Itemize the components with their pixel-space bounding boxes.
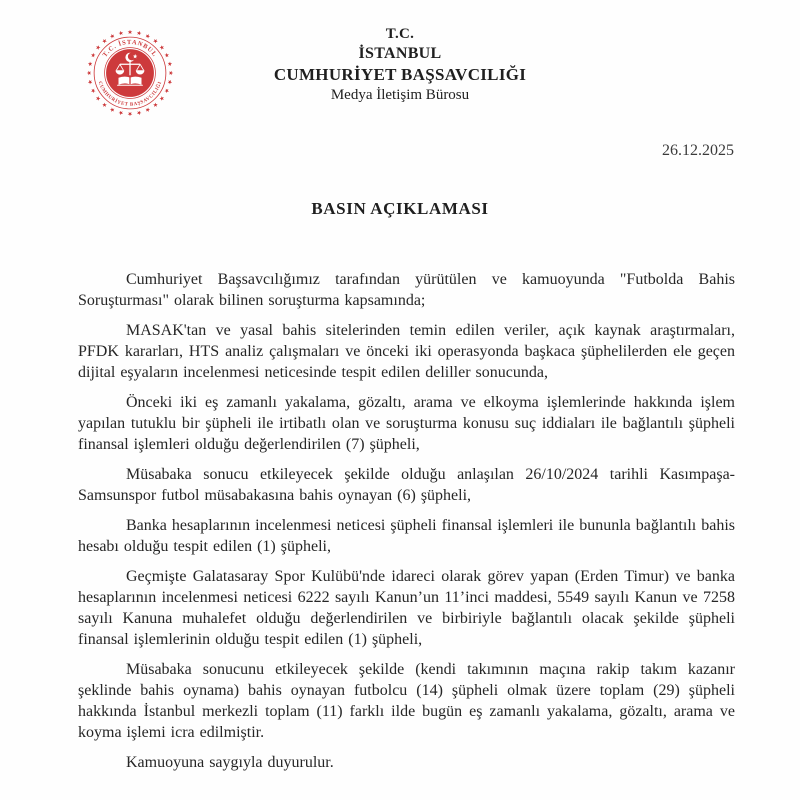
paragraph: Banka hesaplarının incelenmesi neticesi şüpheli finansal işlemleri ile bununla bağlantılı bahis hesabı olduğu tespit edilen (1) şüpheli,: [78, 517, 735, 555]
letterhead-tc: T.C.: [385, 26, 415, 42]
seal-ring-text-top: T.C. İSTANBUL: [101, 38, 159, 59]
paragraph: Cumhuriyet Başsavcılığımız tarafından yürütülen ve kamuoyunda "Futbolda Bahis Soruşturması" olarak bilinen soruşturma kapsamında;: [78, 271, 735, 309]
letterhead-city: İSTANBUL: [358, 45, 442, 62]
letterhead-bureau: Medya İletişim Bürosu: [330, 87, 470, 103]
seal-ring-text-bottom: CUMHURİYET BAŞSAVCILIĞI: [96, 80, 164, 108]
paragraph: MASAK'tan ve yasal bahis sitelerinden temin edilen veriler, açık kaynak araştırmaları, PFDK kararları, HTS analiz çalışmaları ve önceki iki operasyonda başkaca şüphelilerden ele geçen dijital eşyaların incelenmesi neticesinde tespit edilen deliller sonucunda,: [78, 322, 735, 381]
document-date: 26.12.2025: [662, 142, 734, 159]
paragraph: Müsabaka sonucunu etkileyecek şekilde (kendi takımının maçına rakip takım kazanır şeklinde bahis oynama) bahis oynayan futbolcu (14) şüpheli olmak üzere toplam (29) şüpheli hakkında İstanbul merkezli toplam (11) farklı ilde bugün eş zamanlı yakalama, gözaltı, arama ve koyma işlemi icra edilmiştir.: [78, 661, 735, 741]
document-body: [0, 269, 800, 773]
letterhead-office: CUMHURİYET BAŞSAVCILIĞI: [273, 65, 527, 84]
paragraph: Önceki iki eş zamanlı yakalama, gözaltı, arama ve elkoyma işlemlerinde hakkında işlem yapılan tutuklu bir şüpheli ile irtibatlı olan ve soruşturma konusu suç iddiaları ile bağlantılı şüpheli finansal işlemleri olduğu değerlendirilen (7) şüpheli,: [78, 394, 735, 453]
paragraph: Müsabaka sonucu etkileyecek şekilde olduğu anlaşılan 26/10/2024 tarihli Kasımpaşa-Samsunspor futbol müsabakasına bahis oynayan (6) şüpheli,: [78, 466, 735, 504]
press-release-title: BASIN AÇIKLAMASI: [311, 199, 489, 218]
prosecutor-office-seal-icon: [84, 27, 176, 119]
date-row: [0, 141, 800, 161]
paragraph: Geçmişte Galatasaray Spor Kulübü'nde idareci olarak görev yapan (Erden Timur) ve banka hesaplarının incelenmesi neticesi 6222 sayılı Kanun’un 11’inci maddesi, 5549 sayılı Kanun ve 7258 sayılı Kanuna muhalefet olduğu değerlendirilen ve birbiriyle bağlantılı olacak şekilde şüpheli finansal işlemlerinin olduğu tespit edilen (1) şüpheli,: [78, 568, 735, 648]
paragraph: Kamuoyuna saygıyla duyurulur.: [126, 754, 334, 771]
